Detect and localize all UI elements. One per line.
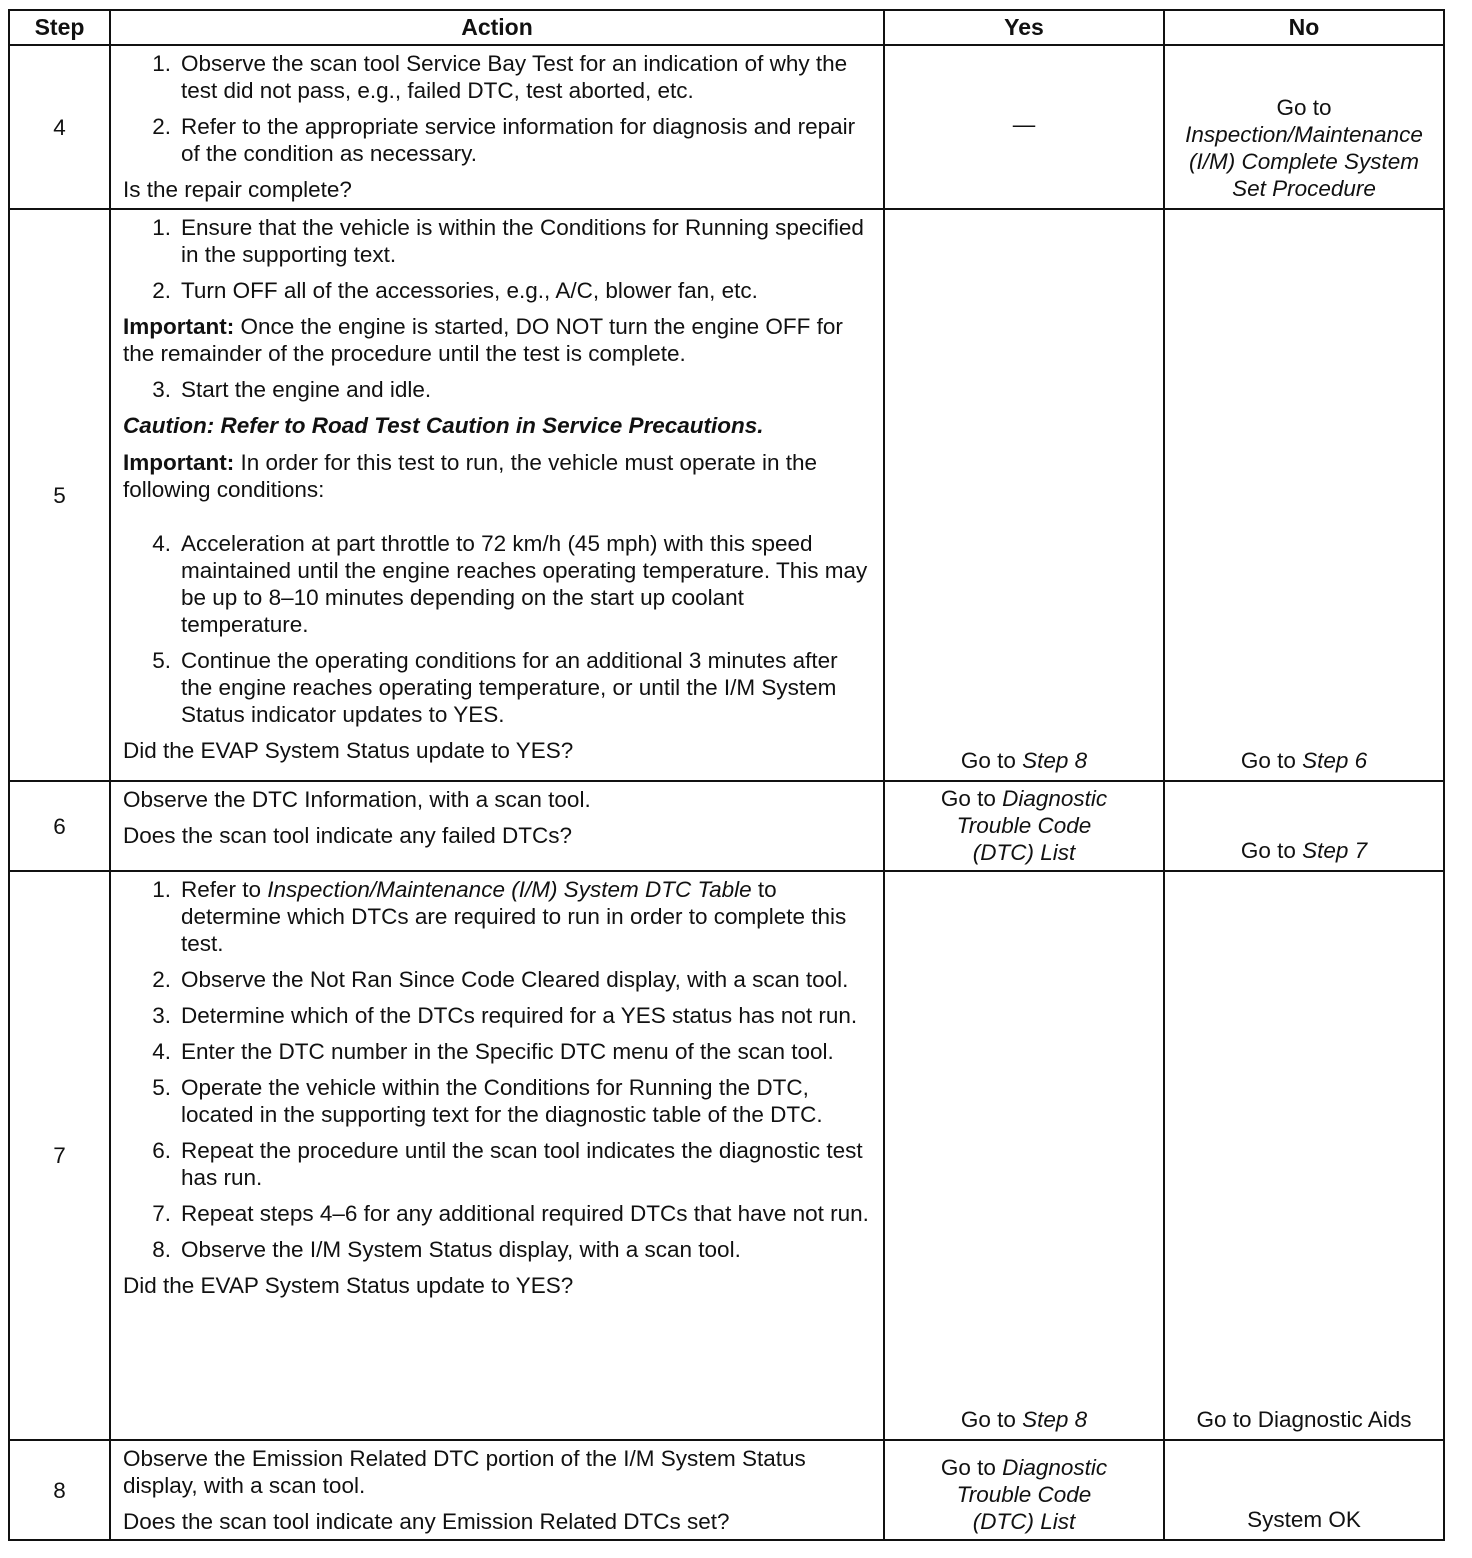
header-no: No bbox=[1164, 10, 1444, 45]
step-number: 5 bbox=[9, 209, 110, 781]
yes-cell: — bbox=[884, 45, 1164, 209]
list-item: 7. Repeat steps 4–6 for any additional required DTCs that have not run. bbox=[152, 1201, 869, 1226]
yes-cell: Go to Diagnostic Trouble Code (DTC) List bbox=[884, 781, 1164, 871]
header-yes: Yes bbox=[884, 10, 1164, 45]
important-note: Important: In order for this test to run, the vehicle must operate in the following conditions: bbox=[123, 450, 818, 502]
list-item: 1. Refer to Inspection/Maintenance (I/M) System DTC Table to determine which DTCs are required to run in order to complete this test. bbox=[152, 877, 847, 956]
list-item: 2. Observe the Not Ran Since Code Cleared display, with a scan tool. bbox=[152, 967, 849, 992]
list-item: 4. Acceleration at part throttle to 72 km/h (45 mph) with this speed maintained until the engine reaches operating temperature. This may be up to 8–10 minutes depending on the start up coolant temperature. bbox=[152, 531, 868, 637]
step-number: 4 bbox=[9, 45, 110, 209]
list-item: 8. Observe the I/M System Status display, with a scan tool. bbox=[152, 1237, 741, 1262]
step-number: 6 bbox=[9, 781, 110, 871]
caution-note: Caution: Refer to Road Test Caution in Service Precautions. bbox=[123, 413, 764, 438]
table-row-step-4 bbox=[9, 45, 1444, 209]
yes-link[interactable]: Step 8 bbox=[1022, 748, 1088, 773]
list-item: 2. Turn OFF all of the accessories, e.g., A/C, blower fan, etc. bbox=[152, 278, 758, 303]
question: Is the repair complete? bbox=[123, 177, 352, 202]
question: Does the scan tool indicate any Emission Related DTCs set? bbox=[123, 1509, 730, 1534]
action-line: Observe the Emission Related DTC portion of the I/M System Status display, with a scan tool. bbox=[123, 1446, 806, 1498]
yes-link[interactable]: Diagnostic Trouble Code (DTC) List bbox=[956, 786, 1108, 865]
no-link[interactable]: Step 6 bbox=[1302, 748, 1368, 773]
action-list bbox=[123, 376, 873, 403]
action-cell bbox=[110, 781, 884, 871]
step-number: 8 bbox=[9, 1440, 110, 1540]
table-row-step-8 bbox=[9, 1440, 1444, 1540]
list-item: 2. Refer to the appropriate service information for diagnosis and repair of the condition as necessary. bbox=[152, 114, 856, 166]
list-item: 4. Enter the DTC number in the Specific DTC menu of the scan tool. bbox=[152, 1039, 834, 1064]
no-link[interactable]: Step 7 bbox=[1302, 838, 1368, 863]
action-list bbox=[123, 50, 873, 167]
no-cell: System OK bbox=[1164, 1440, 1444, 1540]
action-cell bbox=[110, 871, 884, 1440]
list-item: 3. Start the engine and idle. bbox=[152, 377, 432, 402]
question: Did the EVAP System Status update to YES? bbox=[123, 1273, 574, 1298]
action-line: Observe the DTC Information, with a scan tool. bbox=[123, 787, 591, 812]
action-cell bbox=[110, 45, 884, 209]
table-row-step-5 bbox=[9, 209, 1444, 781]
no-cell[interactable]: Go to Diagnostic Aids bbox=[1164, 871, 1444, 1440]
no-cell: Go to Step 7 bbox=[1164, 781, 1444, 871]
table-row-step-6 bbox=[9, 781, 1444, 871]
important-note: Important: Once the engine is started, DO NOT turn the engine OFF for the remainder of the procedure until the test is complete. bbox=[123, 314, 843, 366]
action-list bbox=[123, 214, 873, 304]
list-item: 5. Operate the vehicle within the Conditions for Running the DTC, located in the supporting text for the diagnostic table of the DTC. bbox=[152, 1075, 823, 1127]
no-cell: Go to Step 6 bbox=[1164, 209, 1444, 781]
yes-cell: Go to Step 8 bbox=[884, 209, 1164, 781]
list-item: 6. Repeat the procedure until the scan tool indicates the diagnostic test has run. bbox=[152, 1138, 863, 1190]
action-list bbox=[123, 530, 873, 728]
header-action: Action bbox=[110, 10, 884, 45]
action-cell bbox=[110, 209, 884, 781]
yes-cell: Go to Step 8 bbox=[884, 871, 1164, 1440]
header-step: Step bbox=[9, 10, 110, 45]
list-item: 1. Observe the scan tool Service Bay Test for an indication of why the test did not pass, e.g., failed DTC, test aborted, etc. bbox=[152, 51, 848, 103]
list-item: 5. Continue the operating conditions for an additional 3 minutes after the engine reaches operating temperature, or until the I/M System Status indicator updates to YES. bbox=[152, 648, 838, 727]
yes-link[interactable]: Step 8 bbox=[1022, 1407, 1088, 1432]
question: Did the EVAP System Status update to YES? bbox=[123, 738, 574, 763]
list-item: 3. Determine which of the DTCs required for a YES status has not run. bbox=[152, 1003, 858, 1028]
table-row-step-7 bbox=[9, 871, 1444, 1440]
dtc-table-link[interactable]: Inspection/Maintenance (I/M) System DTC Table bbox=[267, 877, 752, 902]
action-list bbox=[123, 876, 873, 1263]
step-number: 7 bbox=[9, 871, 110, 1440]
yes-link[interactable]: Diagnostic Trouble Code (DTC) List bbox=[956, 1455, 1108, 1534]
no-link[interactable]: Inspection/Maintenance (I/M) Complete System Set Procedure bbox=[1185, 122, 1423, 201]
header-row bbox=[9, 10, 1444, 45]
question: Does the scan tool indicate any failed DTCs? bbox=[123, 823, 572, 848]
no-cell: Go to Inspection/Maintenance (I/M) Complete System Set Procedure bbox=[1164, 45, 1444, 209]
yes-cell: Go to Diagnostic Trouble Code (DTC) List bbox=[884, 1440, 1164, 1540]
list-item: 1. Ensure that the vehicle is within the Conditions for Running specified in the supporting text. bbox=[152, 215, 864, 267]
action-cell bbox=[110, 1440, 884, 1540]
procedure-table bbox=[8, 9, 1445, 1541]
